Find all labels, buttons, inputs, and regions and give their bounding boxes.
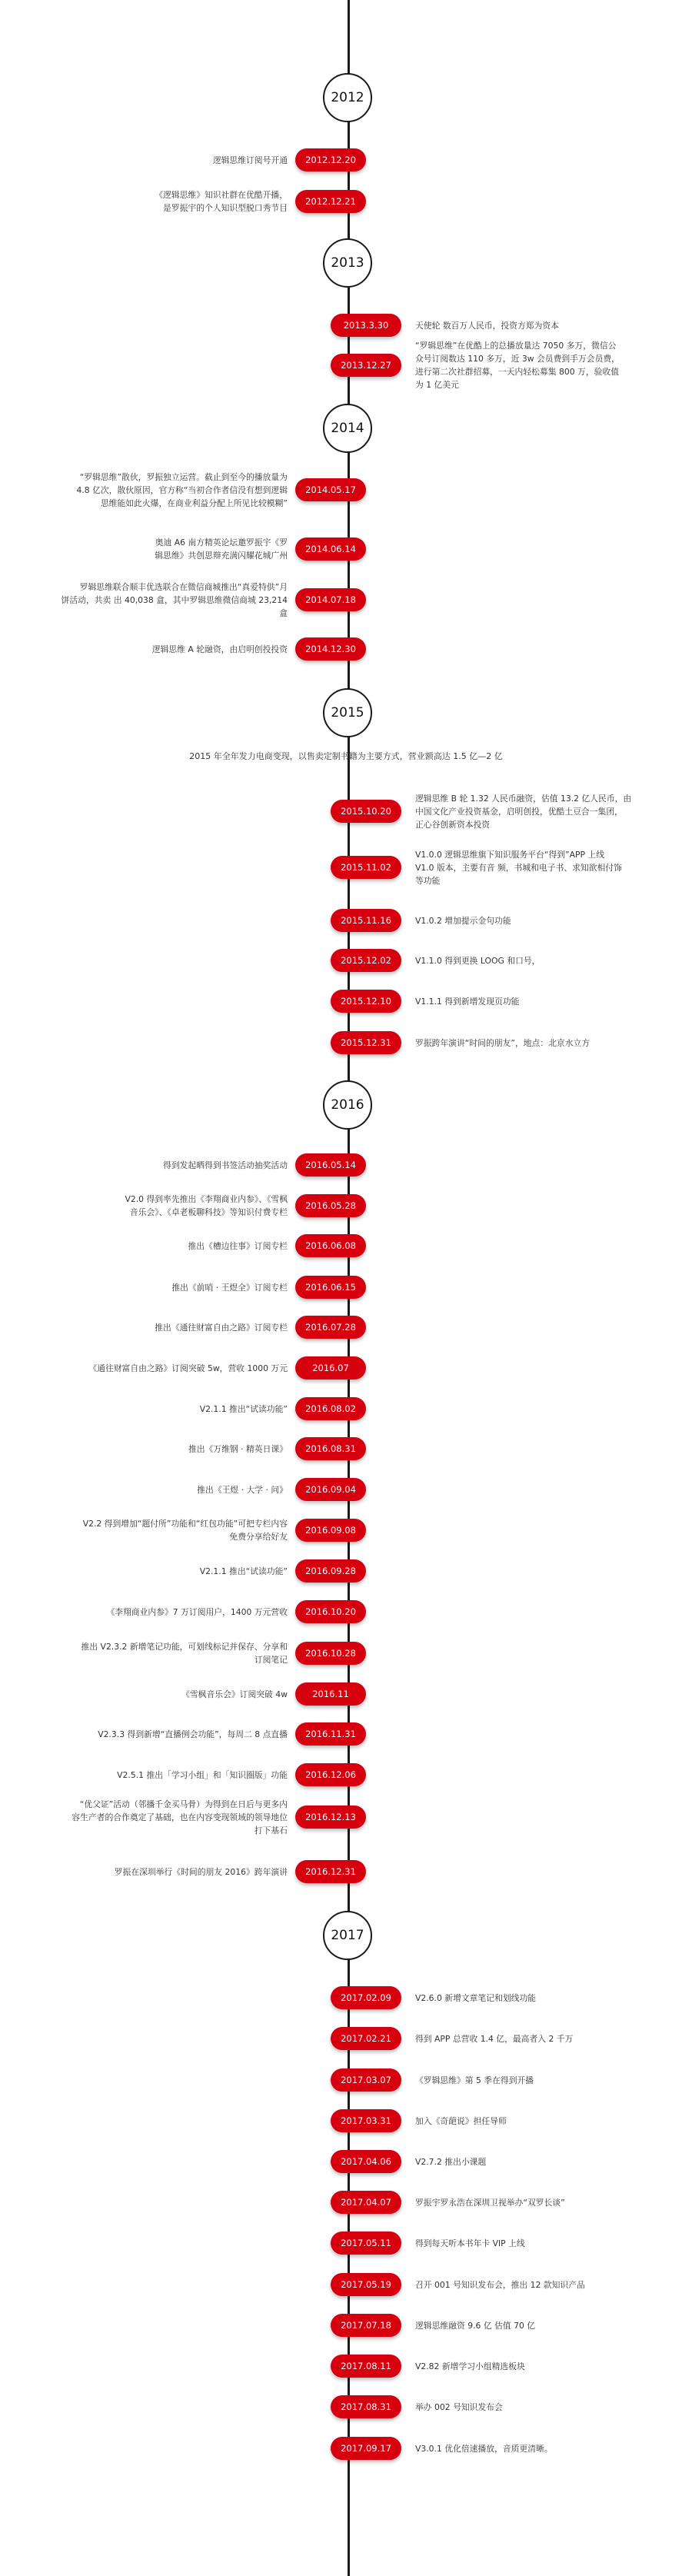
event-description: 《罗辑思维》第 5 季在得到开播	[415, 2075, 534, 2085]
event-description: 得到每天听本书年卡 VIP 上线	[415, 2238, 525, 2248]
event-date-badge: 2015.12.02	[331, 949, 401, 972]
event-description: V2.7.2 推出小课题	[415, 2156, 487, 2167]
event-date-badge: 2016.07	[295, 1356, 366, 1380]
event-description: 推出《槽边往事》订阅专栏	[188, 1240, 288, 1251]
year-marker: 2013	[323, 238, 372, 288]
event-date-badge: 2012.12.20	[295, 148, 366, 171]
event-description: V2.3.3 得到新增“直播例会功能”，每周二 8 点直播	[98, 1729, 288, 1739]
event-description: V1.1.1 得到新增发现页功能	[415, 996, 520, 1007]
event-description: V2.0 得到率先推出《李翔商业内参》、《雪枫 音乐会》、《卓老板聊科技》等知识付费专栏	[125, 1194, 288, 1217]
event-date-badge: 2017.09.17	[331, 2437, 401, 2460]
event-description: 罗振宇罗永浩在深圳卫视举办“双罗长谈”	[415, 2197, 565, 2208]
year-marker: 2015	[323, 688, 372, 737]
event-description: 罗振在深圳举行《时间的朋友 2016》跨年演讲	[114, 1866, 288, 1877]
event-description: “罗辑思维”在优酷上的总播放量达 7050 多万，微信公 众号订阅数达 110 多万，近 3w 会员费到手万会员费， 进行第二次社群招募，一天内轻松募集 800 万，验收值 为 1 亿美元	[415, 341, 620, 390]
event-description: 推出《前哨 · 王煜全》订阅专栏	[171, 1282, 288, 1293]
event-date-badge: 2013.12.27	[331, 354, 401, 377]
event-date-badge: 2017.04.06	[331, 2150, 401, 2173]
year-marker: 2017	[323, 1911, 372, 1960]
event-date-badge: 2016.05.14	[295, 1153, 366, 1177]
event-date-badge: 2016.07.28	[295, 1316, 366, 1339]
event-date-badge: 2016.08.02	[295, 1397, 366, 1420]
event-description: 《通往财富自由之路》订阅突破 5w，营收 1000 万元	[88, 1363, 288, 1373]
year-summary-note: 2015 年全年发力电商变现，以售卖定制书籍为主要方式，营业额高达 1.5 亿—2 亿	[189, 751, 503, 761]
event-description: “优父证”活动（邻播千金买马骨）为得到在日后与更多内 容生产者的合作奠定了基础，也在内容变现领域的领导地位 打下基石	[72, 1799, 288, 1835]
event-date-badge: 2017.07.18	[331, 2314, 401, 2337]
event-date-badge: 2014.07.18	[295, 588, 366, 611]
event-description: 逻辑思维 A 轮融资，由启明创投投资	[151, 644, 288, 654]
event-description: V2.1.1 推出“试读功能”	[199, 1566, 288, 1576]
event-description: 加入《奇葩说》担任导师	[415, 2115, 507, 2126]
event-description: V1.1.0 得到更换 LOOG 和口号，	[415, 955, 541, 966]
event-date-badge: 2012.12.21	[295, 190, 366, 213]
event-date-badge: 2015.10.20	[331, 800, 401, 823]
event-description: V1.0.2 增加提示金句功能	[415, 915, 511, 926]
event-date-badge: 2017.02.09	[331, 1986, 401, 2009]
event-date-badge: 2017.04.07	[331, 2191, 401, 2214]
event-description: 召开 001 号知识发布会，推出 12 款知识产品	[415, 2279, 585, 2290]
event-description: V2.1.1 推出“试读功能”	[199, 1403, 288, 1414]
event-date-badge: 2015.12.10	[331, 990, 401, 1013]
event-description: 天使轮 数百万人民币，投资方郑为资本	[415, 320, 559, 331]
event-date-badge: 2016.06.08	[295, 1234, 366, 1257]
event-description: 《雪枫音乐会》订阅突破 4w	[181, 1689, 288, 1699]
event-date-badge: 2015.12.31	[331, 1031, 401, 1054]
event-date-badge: 2016.09.28	[295, 1559, 366, 1583]
event-date-badge: 2017.03.07	[331, 2068, 401, 2092]
event-date-badge: 2015.11.02	[331, 856, 401, 879]
event-description: 得到发起晒得到书签活动抽奖活动	[163, 1160, 288, 1170]
year-marker: 2014	[323, 404, 372, 453]
year-marker: 2016	[323, 1080, 372, 1130]
event-date-badge: 2016.09.08	[295, 1519, 366, 1542]
event-date-badge: 2016.06.15	[295, 1276, 366, 1299]
event-date-badge: 2014.06.14	[295, 537, 366, 561]
event-date-badge: 2016.09.04	[295, 1478, 366, 1501]
event-description: V3.0.1 优化倍速播放，音质更清晰。	[415, 2443, 553, 2454]
year-marker: 2012	[323, 73, 372, 122]
event-date-badge: 2016.12.06	[295, 1763, 366, 1786]
event-date-badge: 2016.10.28	[295, 1642, 366, 1665]
event-description: 推出《万维钢 · 精英日课》	[188, 1443, 288, 1454]
event-date-badge: 2014.12.30	[295, 637, 366, 661]
event-date-badge: 2017.05.19	[331, 2273, 401, 2296]
event-description: V1.0.0 逻辑思维旗下知识服务平台“得到”APP 上线 V1.0 版本，主要有音 频，书城和电子书、求知欲相付饰 等功能	[415, 849, 622, 886]
event-date-badge: 2017.03.31	[331, 2109, 401, 2132]
event-description: 推出《通往财富自由之路》订阅专栏	[155, 1322, 288, 1333]
event-description: 逻辑思维订阅号开通	[212, 155, 288, 165]
event-description: V2.6.0 新增文章笔记和划线功能	[415, 1992, 537, 2003]
event-description: 得到 APP 总营收 1.4 亿，最高者入 2 千万	[415, 2033, 574, 2044]
event-description: 罗振跨年演讲“时间的朋友”，地点：北京水立方	[415, 1037, 591, 1048]
event-description: 推出《王煜 · 大学 · 问》	[197, 1484, 288, 1495]
event-date-badge: 2016.12.13	[295, 1806, 366, 1829]
event-description: 逻辑思维 B 轮 1.32 人民币融资，估值 13.2 亿人民币，由 中国文化产业投资基金，启明创投，优酷土豆合一集团， 正心谷创新资本投资	[415, 793, 632, 830]
event-description: 逻辑思维融资 9.6 亿 估值 70 亿	[415, 2320, 536, 2331]
event-description: 举办 002 号知识发布会	[415, 2401, 503, 2412]
event-description: V2.5.1 推出「学习小组」和「知识圈版」功能	[117, 1769, 288, 1780]
event-description: 《李翔商业内参》7 万订阅用户，1400 万元营收	[106, 1606, 288, 1617]
event-date-badge: 2014.05.17	[295, 478, 366, 501]
event-date-badge: 2016.08.31	[295, 1437, 366, 1460]
event-date-badge: 2016.11.31	[295, 1722, 366, 1746]
event-date-badge: 2017.02.21	[331, 2027, 401, 2050]
event-date-badge: 2013.3.30	[331, 314, 401, 337]
event-description: 《逻辑思维》知识社群在优酷开播， 是罗振宇的个人知识型脱口秀节目	[155, 190, 288, 213]
event-date-badge: 2015.11.16	[331, 909, 401, 932]
event-date-badge: 2017.05.11	[331, 2232, 401, 2255]
event-date-badge: 2016.05.28	[295, 1194, 366, 1217]
event-date-badge: 2017.08.31	[331, 2395, 401, 2418]
event-date-badge: 2016.12.31	[295, 1860, 366, 1883]
event-description: V2.2 得到增加“题付所”功能和“红包功能”可把专栏内容 免费分享给好友	[82, 1519, 288, 1542]
event-description: 奥迪 A6 南方精英论坛邀罗振宇《罗 辑思维》共创思辩充满闪耀花城广州	[155, 537, 288, 561]
event-date-badge: 2016.11	[295, 1682, 366, 1706]
event-description: “罗辑思维”散伙，罗振独立运营。截止到至今的播放量为 4.8 亿次，散伙原因，官方称“当初合作者信没有想到逻辑 思维能如此火爆，在商业利益分配上所见比较模糊”	[76, 471, 288, 508]
event-date-badge: 2017.08.11	[331, 2355, 401, 2378]
event-description: 罗辑思维联合顺丰优选联合在微信商城推出“真爱特供”月 饼活动，共卖 出 40,038 盒，其中罗辑思维微信商城 23,214 盒	[61, 581, 288, 618]
event-description: 推出 V2.3.2 新增笔记功能，可划线标记并保存、分享和 订阅笔记	[81, 1642, 288, 1665]
event-date-badge: 2016.10.20	[295, 1600, 366, 1623]
event-description: V2.82 新增学习小组精选板块	[415, 2361, 525, 2371]
